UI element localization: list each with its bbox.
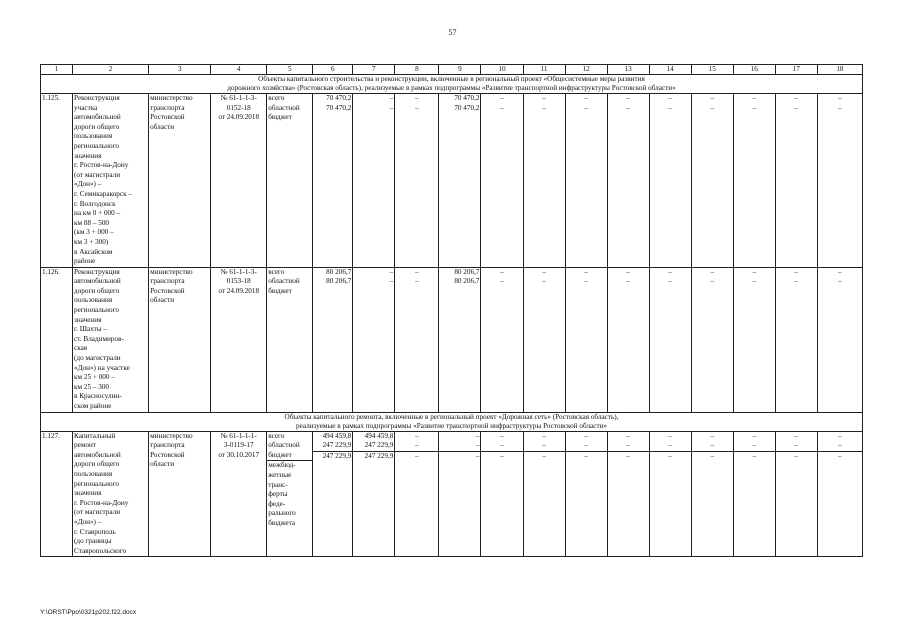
amount-value: – xyxy=(542,94,546,102)
amount-value: – xyxy=(794,441,799,450)
amount-value: – xyxy=(415,267,419,276)
amount-value: – xyxy=(710,431,715,440)
col-5-values xyxy=(267,431,313,557)
amount-value: 247 229,9 xyxy=(313,451,352,462)
amount-value: – xyxy=(389,277,394,286)
col-16-values xyxy=(733,94,775,268)
amount-value: – xyxy=(415,94,419,102)
amount-value: – xyxy=(481,451,522,462)
col-18-values xyxy=(817,94,862,268)
amount-value: – xyxy=(752,94,757,102)
amount-value: – xyxy=(838,431,842,440)
amount-value: – xyxy=(395,451,438,462)
amount-value: – xyxy=(710,267,715,276)
col-18-values xyxy=(817,267,862,412)
amount-value: 80 206,7 xyxy=(454,277,480,286)
amount-value: – xyxy=(584,277,588,286)
amount-value: – xyxy=(542,267,546,276)
amount-value: – xyxy=(500,94,504,102)
col-9-values xyxy=(439,267,481,412)
col-7-values xyxy=(353,431,395,557)
amount-value: – xyxy=(734,451,775,462)
amount-value: – xyxy=(794,267,799,276)
col-12-values xyxy=(565,267,607,412)
object-name: Реконструкция автомобильной дороги общего пользования регионального значения г. Шахты – ст. Владимиров- ская (до магистрали «Дон») на участке км 25 + 000 – км 25 – 300 в Красносулин- ском районе xyxy=(73,267,149,412)
amount-value: – xyxy=(692,451,733,462)
col-5-values xyxy=(267,267,313,412)
amount-value: – xyxy=(500,441,504,450)
amount-value: – xyxy=(752,431,757,440)
file-path-footer: Y:\ORST\Ppo\0321p202.f22.docx xyxy=(40,609,137,616)
funding-source: всего xyxy=(268,267,285,276)
column-number-header xyxy=(41,65,863,75)
amount-value: 80 206,7 xyxy=(326,277,352,286)
amount-value: – xyxy=(626,94,630,102)
amount-value: – xyxy=(838,94,842,102)
col-18-values xyxy=(817,431,862,557)
col-11-values xyxy=(523,94,565,268)
column-number-3: 3 xyxy=(149,65,211,75)
amount-value: – xyxy=(668,103,672,112)
col-13-values xyxy=(607,267,649,412)
amount-value: – xyxy=(794,431,799,440)
col-9-values xyxy=(439,431,481,557)
column-number-14: 14 xyxy=(649,65,691,75)
section-header-row xyxy=(41,412,863,431)
amount-value: 494 459,8 xyxy=(322,431,352,440)
amount-value: – xyxy=(668,431,672,440)
amount-value: – xyxy=(838,103,842,112)
column-number-7: 7 xyxy=(353,65,395,75)
col-9-values xyxy=(439,94,481,268)
table-row xyxy=(41,94,863,268)
col-11-values xyxy=(523,267,565,412)
column-number-15: 15 xyxy=(691,65,733,75)
column-number-9: 9 xyxy=(439,65,481,75)
amount-value: – xyxy=(542,103,546,112)
amount-value: – xyxy=(389,94,394,102)
amount-value: – xyxy=(838,267,842,276)
amount-value: – xyxy=(475,431,480,440)
col-6-values xyxy=(313,267,353,412)
funding-source: областной бюджет xyxy=(268,103,300,122)
col-13-values xyxy=(607,431,649,557)
amount-value: – xyxy=(818,451,862,462)
amount-value: 80 206,7 xyxy=(326,267,352,276)
amount-value: – xyxy=(752,277,757,286)
amount-value: 247 229,9 xyxy=(364,441,394,450)
amount-value: – xyxy=(752,103,757,112)
customer-name: министерство транспорта Ростовской области xyxy=(149,267,211,412)
amount-value: 70 470,2 xyxy=(326,94,352,102)
col-14-values xyxy=(649,431,691,557)
col-10-values xyxy=(481,267,523,412)
col-8-values xyxy=(395,431,439,557)
column-number-11: 11 xyxy=(523,65,565,75)
amount-value: – xyxy=(626,277,630,286)
col-16-values xyxy=(733,267,775,412)
col-6-values xyxy=(313,431,353,557)
col-15-values xyxy=(691,431,733,557)
column-number-17: 17 xyxy=(775,65,817,75)
amount-value: – xyxy=(668,267,672,276)
page-number: 57 xyxy=(448,28,457,37)
col-8-values xyxy=(395,267,439,412)
funding-source: областной бюджет xyxy=(268,441,300,459)
amount-value: – xyxy=(439,451,480,462)
funding-source: межбюд- жетные транс- ферты феде- рального бюджета xyxy=(267,460,312,528)
col-14-values xyxy=(649,267,691,412)
col-12-values xyxy=(565,431,607,557)
customer-name: министерство транспорта Ростовской области xyxy=(149,431,211,557)
section-title: Объекты капитального строительства и реконструкции, включенные в региональный проект «Общесистемные меры развития дорожного хозяйства» (Ростовская область), реализуемые в рамках подпрограммы «Развитие транспортной инфраструктуры Ростовской области» xyxy=(41,75,863,94)
amount-value: – xyxy=(626,431,630,440)
amount-value: 70 470,2 xyxy=(454,103,480,112)
col-12-values xyxy=(565,94,607,268)
project-document: № 61-1-1-3- 0152-18 от 24.09.2018 xyxy=(211,94,267,268)
object-name: Реконструкция участка автомобильной дороги общего пользования регионального значения г. Ростов-на-Дону (от магистрали «Дон») – г. Семикаракорск – г. Волгодонск на км 0 + 000 – км 88 – 500 (км 3 + 000 – км 3 + 300) в Аксайском районе xyxy=(73,94,149,268)
amount-value: – xyxy=(710,441,715,450)
amount-value: – xyxy=(752,441,757,450)
amount-value: – xyxy=(389,103,394,112)
amount-value: – xyxy=(710,94,715,102)
column-number-16: 16 xyxy=(733,65,775,75)
amount-value: – xyxy=(626,267,630,276)
amount-value: – xyxy=(415,103,419,112)
amount-value: 70 470,2 xyxy=(454,94,480,102)
column-number-5: 5 xyxy=(267,65,313,75)
amount-value: – xyxy=(794,103,799,112)
col-8-values xyxy=(395,94,439,268)
col-17-values xyxy=(775,431,817,557)
amount-value: 80 206,7 xyxy=(454,267,480,276)
amount-value: – xyxy=(710,277,715,286)
funding-source: всего xyxy=(268,94,285,102)
amount-value: 247 229,9 xyxy=(353,451,394,462)
col-13-values xyxy=(607,94,649,268)
amount-value: – xyxy=(668,277,672,286)
section-header-row xyxy=(41,75,863,94)
amount-value: – xyxy=(626,103,630,112)
row-number: 1.127. xyxy=(41,431,73,557)
table-row xyxy=(41,267,863,412)
col-5-values xyxy=(267,94,313,268)
col-17-values xyxy=(775,267,817,412)
column-number-6: 6 xyxy=(313,65,353,75)
col-11-values xyxy=(523,431,565,557)
amount-value: – xyxy=(584,267,588,276)
col-17-values xyxy=(775,94,817,268)
column-number-18: 18 xyxy=(817,65,862,75)
col-7-values xyxy=(353,94,395,268)
budget-table xyxy=(40,64,863,557)
column-number-13: 13 xyxy=(607,65,649,75)
amount-value: – xyxy=(584,94,588,102)
amount-value: – xyxy=(794,94,799,102)
project-document: № 61-1-1-3- 0153-18 от 24.09.2018 xyxy=(211,267,267,412)
object-name: Капитальный ремонт автомобильной дороги общего пользования регионального значения г. Ростов-на-Дону (от магистрали «Дон») – г. Ставрополь (до границы Ставропольского xyxy=(73,431,149,557)
amount-value: – xyxy=(475,441,480,450)
column-number-12: 12 xyxy=(565,65,607,75)
amount-value: – xyxy=(668,94,672,102)
row-number: 1.125. xyxy=(41,94,73,268)
column-number-10: 10 xyxy=(481,65,523,75)
amount-value: – xyxy=(584,441,588,450)
col-15-values xyxy=(691,267,733,412)
amount-value: – xyxy=(415,277,419,286)
column-number-2: 2 xyxy=(73,65,149,75)
amount-value: – xyxy=(838,277,842,286)
amount-value: – xyxy=(838,441,842,450)
col-6-values xyxy=(313,94,353,268)
amount-value: 70 470,2 xyxy=(326,103,352,112)
amount-value: – xyxy=(584,103,588,112)
amount-value: – xyxy=(650,451,691,462)
table-row xyxy=(41,431,863,557)
col-14-values xyxy=(649,94,691,268)
column-number-4: 4 xyxy=(211,65,267,75)
amount-value: – xyxy=(500,103,504,112)
project-document: № 61-1-1-1- 3-0119-17 от 30.10.2017 xyxy=(211,431,267,557)
funding-source: областной бюджет xyxy=(268,277,300,295)
column-number-1: 1 xyxy=(41,65,73,75)
funding-source: всего xyxy=(268,431,285,440)
amount-value: – xyxy=(752,267,757,276)
amount-value: – xyxy=(500,267,504,276)
amount-value: – xyxy=(389,267,394,276)
section-title: Объекты капитального ремонта, включенные в региональный проект «Дорожная сеть» (Ростовская область), реализуемые в рамках подпрограммы «Развитие транспортной инфраструктуры Ростовской области» xyxy=(41,412,863,431)
amount-value: – xyxy=(776,451,817,462)
amount-value: – xyxy=(524,451,565,462)
amount-value: – xyxy=(415,441,419,450)
amount-value: – xyxy=(542,431,546,440)
amount-value: – xyxy=(542,441,546,450)
amount-value: 247 229,9 xyxy=(322,441,352,450)
amount-value: – xyxy=(668,441,672,450)
amount-value: – xyxy=(584,431,588,440)
amount-value: – xyxy=(608,451,649,462)
amount-value: – xyxy=(415,431,419,440)
row-number: 1.126. xyxy=(41,267,73,412)
amount-value: – xyxy=(542,277,546,286)
col-10-values xyxy=(481,431,523,557)
col-10-values xyxy=(481,94,523,268)
amount-value: – xyxy=(710,103,715,112)
customer-name: министерство транспорта Ростовской области xyxy=(149,94,211,268)
amount-value: 494 459,8 xyxy=(364,431,394,440)
amount-value: – xyxy=(626,441,630,450)
col-16-values xyxy=(733,431,775,557)
amount-value: – xyxy=(794,277,799,286)
amount-value: – xyxy=(500,277,504,286)
col-15-values xyxy=(691,94,733,268)
column-number-8: 8 xyxy=(395,65,439,75)
col-7-values xyxy=(353,267,395,412)
amount-value: – xyxy=(566,451,607,462)
amount-value: – xyxy=(500,431,504,440)
